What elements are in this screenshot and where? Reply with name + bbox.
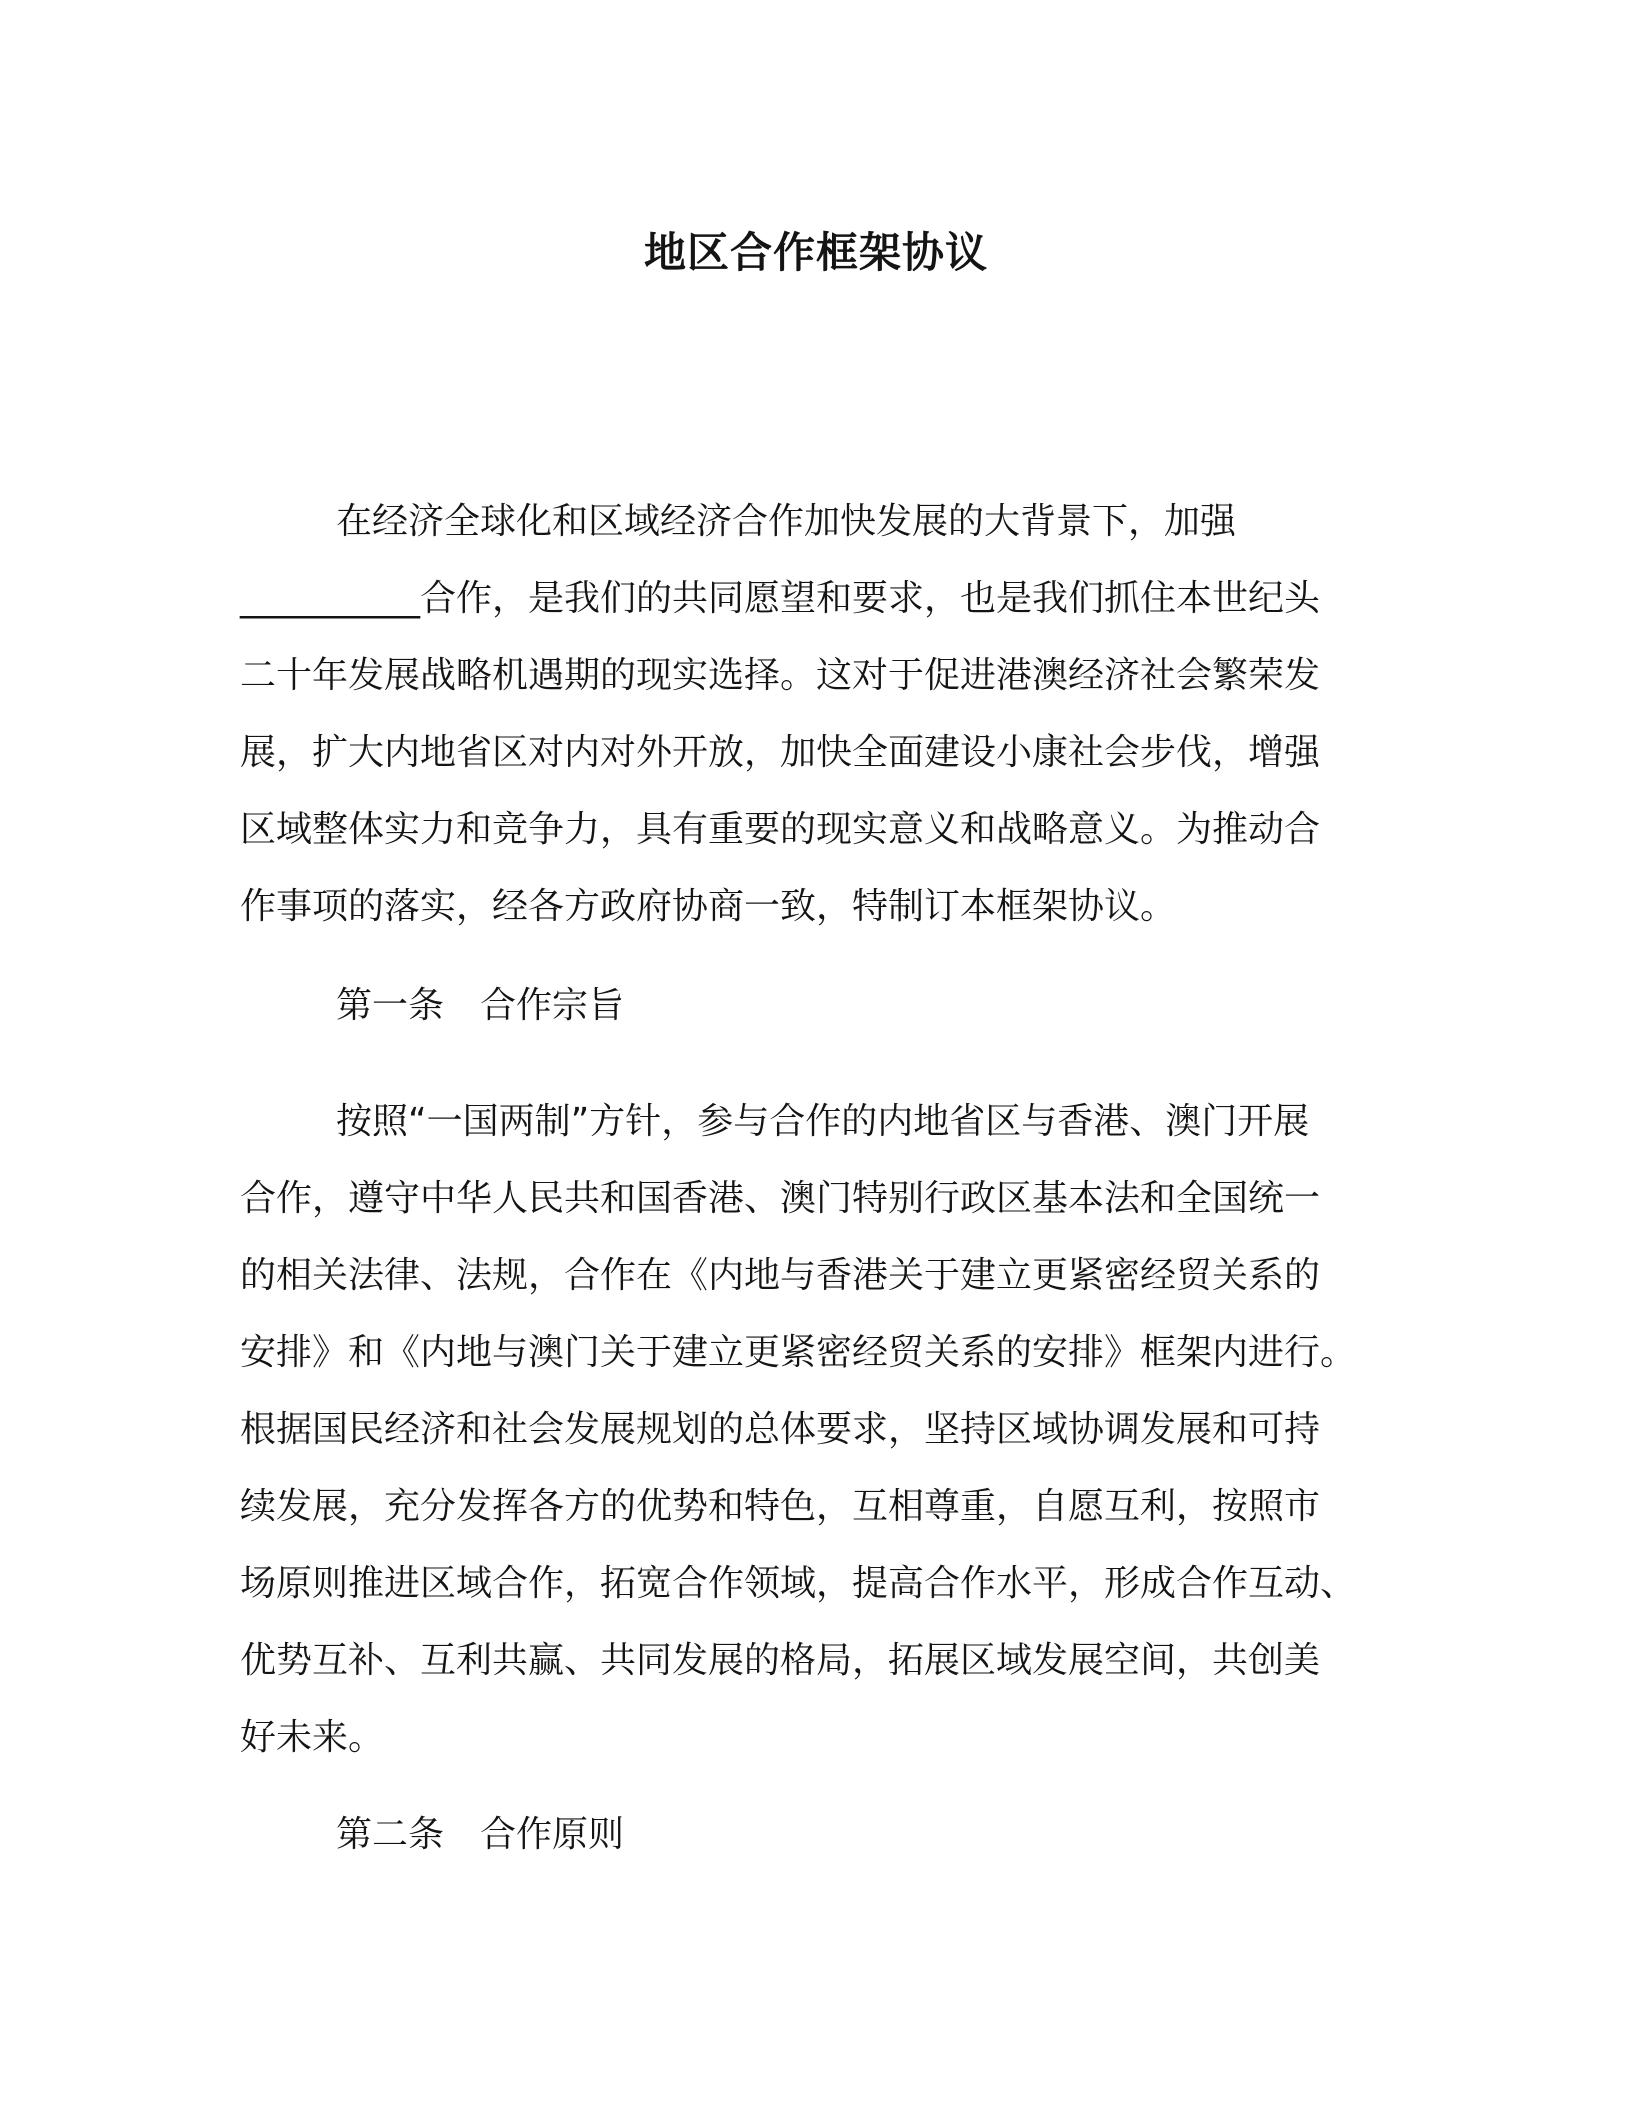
paragraph-line: 展，扩大内地省区对内对外开放，加快全面建设小康社会步伐，增强 <box>240 732 1321 773</box>
paragraph-line: __________合作，是我们的共同愿望和要求，也是我们抓住本世纪头 <box>240 578 1321 619</box>
paragraph-line: 安排》和《内地与澳门关于建立更紧密经贸关系的安排》框架内进行。 <box>240 1332 1357 1373</box>
paragraph-line: 根据国民经济和社会发展规划的总体要求，坚持区域协调发展和可持 <box>240 1409 1321 1450</box>
paragraph-line: 续发展，充分发挥各方的优势和特色，互相尊重，自愿互利，按照市 <box>240 1486 1321 1527</box>
paragraph-line: 场原则推进区域合作，拓宽合作领域，提高合作水平，形成合作互动、 <box>240 1563 1357 1604</box>
paragraph-line: 好未来。 <box>240 1717 385 1758</box>
paragraph-line: 合作，遵守中华人民共和国香港、澳门特别行政区基本法和全国统一 <box>240 1178 1321 1219</box>
paragraph-line: 在经济全球化和区域经济合作加快发展的大背景下，加强 <box>336 501 1237 542</box>
paragraph-line: 的相关法律、法规，合作在《内地与香港关于建立更紧密经贸关系的 <box>240 1255 1321 1296</box>
article-1-heading: 第一条 合作宗旨 <box>336 985 625 1026</box>
paragraph-line: 优势互补、互利共赢、共同发展的格局，拓展区域发展空间，共创美 <box>240 1640 1321 1681</box>
paragraph-line: 作事项的落实，经各方政府协商一致，特制订本框架协议。 <box>240 886 1177 927</box>
preamble-paragraph <box>240 483 1380 945</box>
paragraph-line: 区域整体实力和竞争力，具有重要的现实意义和战略意义。为推动合 <box>240 809 1321 850</box>
document-title: 地区合作框架协议 <box>643 228 988 277</box>
article-1-paragraph <box>240 1083 1380 1776</box>
paragraph-line: 按照“一国两制”方针，参与合作的内地省区与香港、澳门开展 <box>336 1101 1310 1142</box>
paragraph-line: 二十年发展战略机遇期的现实选择。这对于促进港澳经济社会繁荣发 <box>240 655 1321 696</box>
article-2-heading: 第二条 合作原则 <box>336 1814 625 1855</box>
